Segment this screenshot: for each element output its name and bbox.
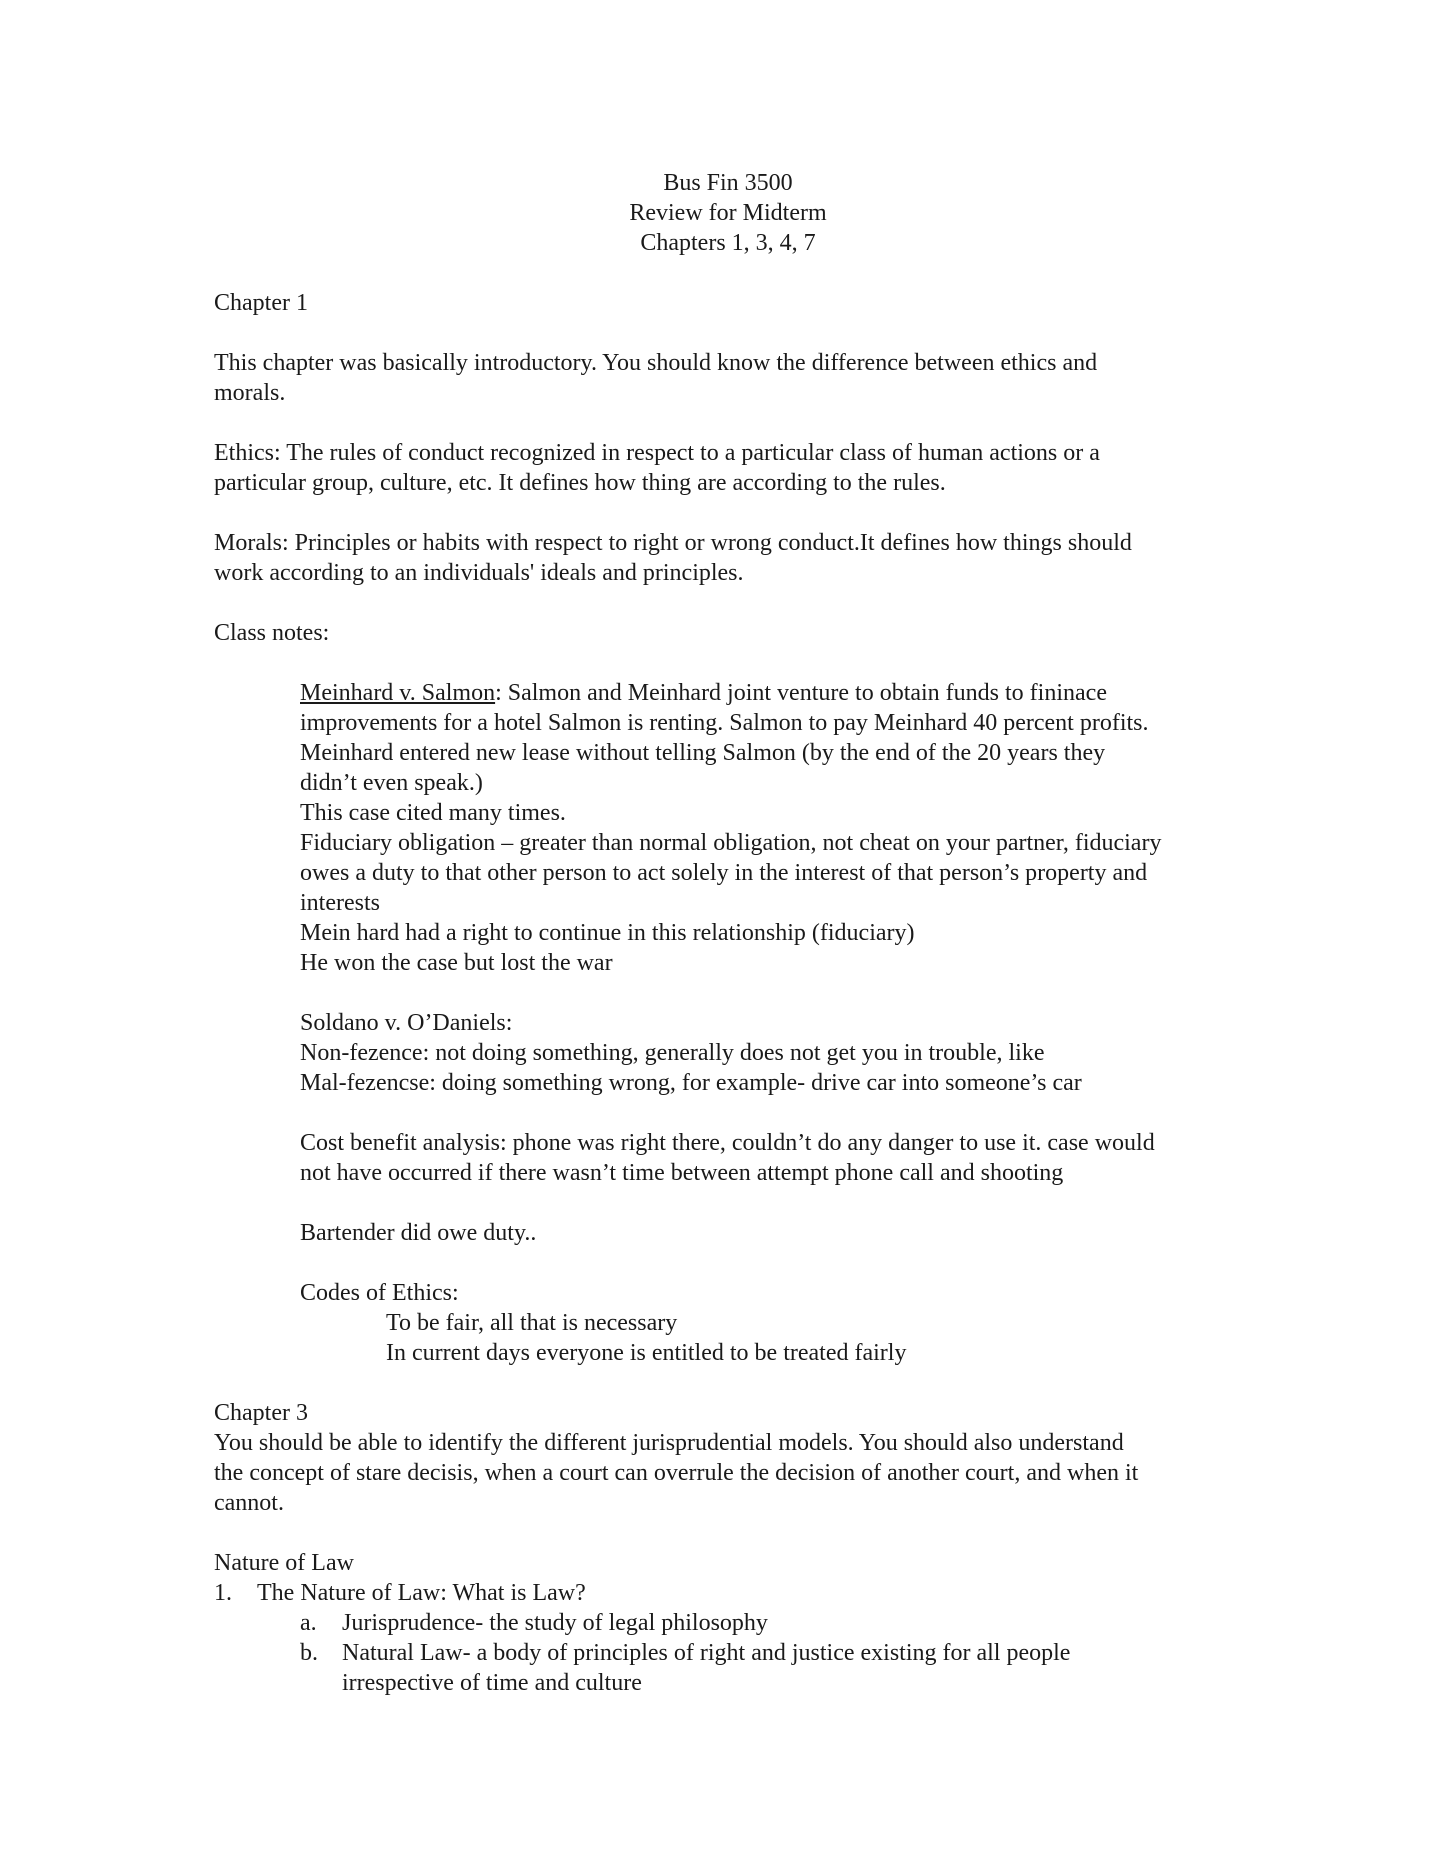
meinhard-note-line: He won the case but lost the war (300, 950, 613, 976)
chapter-1-heading: Chapter 1 (214, 290, 308, 316)
morals-definition-line: Morals: Principles or habits with respect to right or wrong conduct.It defines how things should (214, 530, 1132, 556)
chapter-1-intro-line: morals. (214, 380, 286, 406)
sublist-label: b. (300, 1640, 318, 1666)
codes-of-ethics-label: Codes of Ethics: (300, 1280, 459, 1306)
chapter-1-intro-line: This chapter was basically introductory. You should know the difference between ethics and (214, 350, 1098, 376)
chapter-3-heading: Chapter 3 (214, 1400, 308, 1426)
soldano-note-line: Non-fezence: not doing something, generally does not get you in trouble, like (300, 1040, 1045, 1066)
class-notes-label: Class notes: (214, 620, 330, 646)
course-title: Bus Fin 3500 (663, 170, 793, 196)
chapter-3-body-line: the concept of stare decisis, when a court can overrule the decision of another court, and when it (214, 1460, 1139, 1486)
ethics-definition-line: particular group, culture, etc. It defines how thing are according to the rules. (214, 470, 946, 496)
meinhard-note-line: didn’t even speak.) (300, 770, 483, 796)
list-item-text: The Nature of Law: What is Law? (257, 1580, 586, 1606)
meinhard-note-line: Fiduciary obligation – greater than normal obligation, not cheat on your partner, fiduciary (300, 830, 1162, 856)
meinhard-note-line: Mein hard had a right to continue in this relationship (fiduciary) (300, 920, 915, 946)
meinhard-case-name: Meinhard v. Salmon (300, 680, 496, 706)
cost-benefit-line: Cost benefit analysis: phone was right there, couldn’t do any danger to use it. case would (300, 1130, 1155, 1156)
chapter-3-body-line: cannot. (214, 1490, 284, 1516)
soldano-note-line: Mal-fezencse: doing something wrong, for example- drive car into someone’s car (300, 1070, 1082, 1096)
morals-definition-line: work according to an individuals' ideals and principles. (214, 560, 744, 586)
meinhard-case-line (300, 678, 1107, 708)
cost-benefit-line: not have occurred if there wasn’t time between attempt phone call and shooting (300, 1160, 1064, 1186)
soldano-case-heading: Soldano v. O’Daniels: (300, 1010, 513, 1036)
ethics-definition-line: Ethics: The rules of conduct recognized in respect to a particular class of human actions or a (214, 440, 1100, 466)
document-title: Review for Midterm (629, 200, 827, 226)
meinhard-note-line: interests (300, 890, 380, 916)
chapters-subtitle: Chapters 1, 3, 4, 7 (640, 230, 816, 256)
nature-of-law-heading: Nature of Law (214, 1550, 354, 1576)
meinhard-note-line: owes a duty to that other person to act solely in the interest of that person’s property and (300, 860, 1148, 886)
chapter-3-body-line: You should be able to identify the different jurisprudential models. You should also understand (214, 1430, 1124, 1456)
codes-of-ethics-item: In current days everyone is entitled to be treated fairly (386, 1340, 907, 1366)
sublist-label: a. (300, 1610, 317, 1636)
bartender-note: Bartender did owe duty.. (300, 1220, 537, 1246)
meinhard-note-line: Meinhard entered new lease without telling Salmon (by the end of the 20 years they (300, 740, 1106, 766)
meinhard-case-summary: : Salmon and Meinhard joint venture to obtain funds to fininace (495, 680, 1107, 706)
codes-of-ethics-item: To be fair, all that is necessary (386, 1310, 678, 1336)
sublist-item-text: Natural Law- a body of principles of right and justice existing for all people (342, 1640, 1071, 1666)
sublist-item-text: Jurisprudence- the study of legal philosophy (342, 1610, 768, 1636)
meinhard-note-line: This case cited many times. (300, 800, 566, 826)
meinhard-note-line: improvements for a hotel Salmon is renting. Salmon to pay Meinhard 40 percent profits. (300, 710, 1149, 736)
sublist-item-text: irrespective of time and culture (342, 1670, 642, 1696)
list-number: 1. (214, 1580, 232, 1606)
